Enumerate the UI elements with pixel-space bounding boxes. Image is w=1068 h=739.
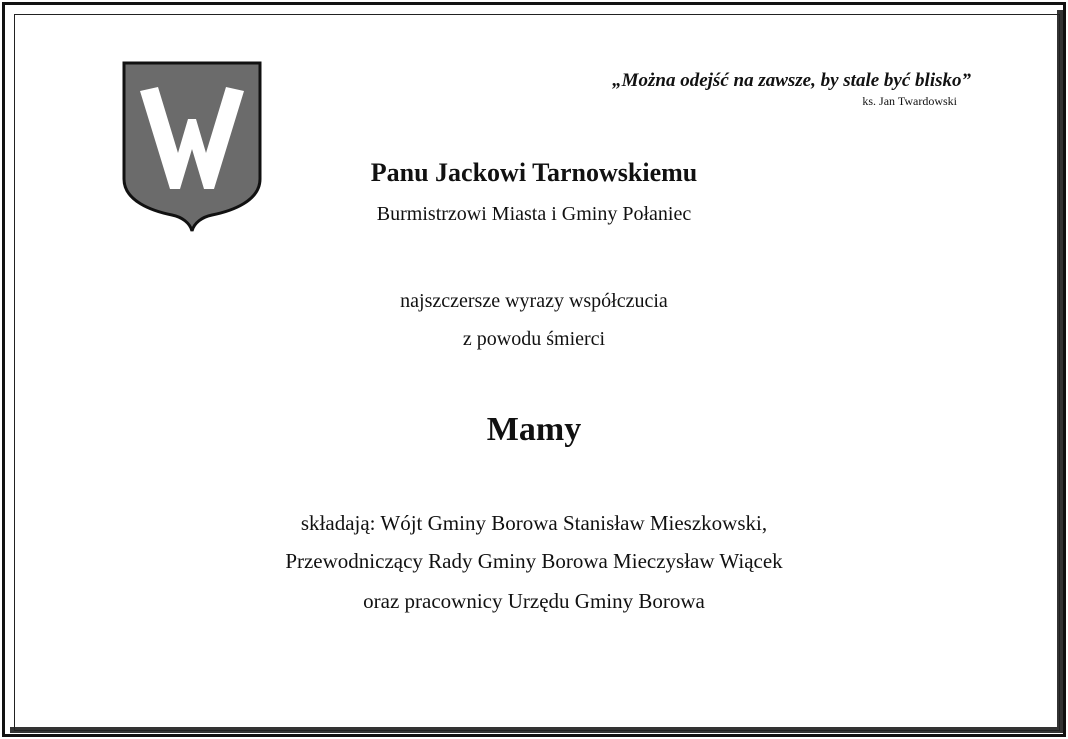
quote-author: ks. Jan Twardowski	[862, 94, 957, 108]
signers-line-2: Przewodniczący Rady Gminy Borowa Mieczysław Wiącek	[285, 549, 783, 573]
quote-block	[612, 69, 971, 109]
recipient-name: Panu Jackowi Tarnowskiemu	[370, 158, 698, 187]
recipient-title: Burmistrzowi Miasta i Gminy Połaniec	[376, 203, 692, 225]
signers-line-1: składają: Wójt Gminy Borowa Stanisław Mieszkowski,	[300, 511, 768, 535]
page-border	[2, 2, 1066, 737]
signers-line-3: oraz pracownicy Urzędu Gminy Borowa	[363, 589, 705, 613]
quote-text: „Można odejść na zawsze, by stale być blisko”	[612, 70, 971, 91]
condolence-line-1: najszczersze wyrazy współczucia	[400, 290, 668, 312]
deceased-name: Mamy	[486, 411, 582, 448]
condolence-line-2: z powodu śmierci	[462, 328, 606, 350]
